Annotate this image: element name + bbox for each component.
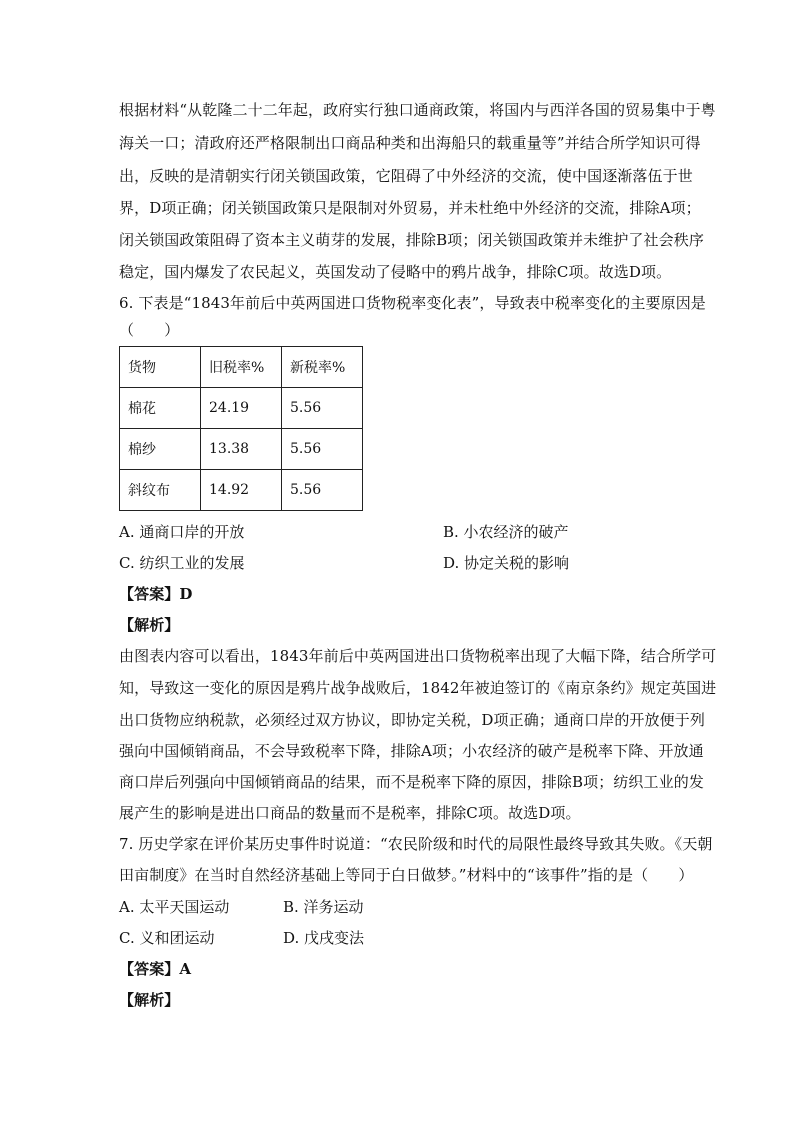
- option-b: B. 洋务运动: [283, 898, 364, 916]
- analysis-label: 【解析】: [119, 991, 180, 1009]
- table-cell: 13.38: [201, 429, 282, 470]
- text-line: 界，D项正确；闭关锁国政策只是限制对外贸易，并未杜绝中外经济的交流，排除A项；: [119, 199, 701, 217]
- table-header-cell: 旧税率%: [201, 347, 282, 388]
- option-a: A. 太平天国运动: [119, 898, 230, 916]
- text-line: 出口货物应纳税款，必须经过双方协议，即协定关税，D项正确；通商口岸的开放便于列: [119, 711, 705, 729]
- tax-rate-table: [119, 346, 363, 511]
- table-header-cell: 货物: [120, 347, 201, 388]
- answer-label: 【答案】A: [119, 960, 192, 978]
- analysis-label: 【解析】: [119, 616, 180, 634]
- table-header-cell: 新税率%: [282, 347, 363, 388]
- table-cell: 14.92: [201, 470, 282, 511]
- answer-label: 【答案】D: [119, 585, 193, 603]
- table-header-row: [120, 347, 363, 388]
- text-line: 根据材料“从乾隆二十二年起，政府实行独口通商政策，将国内与西洋各国的贸易集中于粤: [119, 101, 716, 119]
- text-line: 知，导致这一变化的原因是鸦片战争战败后，1842年被迫签订的《南京条约》规定英国进: [119, 679, 717, 697]
- question-6-stem: 6. 下表是“1843年前后中英两国进口货物税率变化表”，导致表中税率变化的主要原因是: [119, 294, 706, 312]
- option-c: C. 纺织工业的发展: [119, 554, 245, 572]
- option-c: C. 义和团运动: [119, 929, 215, 947]
- text-line: 海关一口；清政府还严格限制出口商品种类和出海船只的载重量等”并结合所学知识可得: [119, 134, 701, 152]
- text-line: 闭关锁国政策阻碍了资本主义萌芽的发展，排除B项；闭关锁国政策并未维护了社会秩序: [119, 231, 704, 249]
- table-cell: 5.56: [282, 388, 363, 429]
- table-cell: 24.19: [201, 388, 282, 429]
- question-6-blank: （ ）: [119, 321, 180, 339]
- table-row: [120, 429, 363, 470]
- table-cell: 棉纱: [120, 429, 201, 470]
- text-line: 强向中国倾销商品，不会导致税率下降，排除A项；小农经济的破产是税率下降、开放通: [119, 742, 704, 760]
- table-row: [120, 470, 363, 511]
- text-line: 稳定，国内爆发了农民起义，英国发动了侵略中的鸦片战争，排除C项。故选D项。: [119, 263, 672, 281]
- text-line: 出，反映的是清朝实行闭关锁国政策，它阻碍了中外经济的交流，使中国逐渐落伍于世: [119, 167, 693, 185]
- table-cell: 斜纹布: [120, 470, 201, 511]
- option-b: B. 小农经济的破产: [443, 523, 569, 541]
- text-line: 由图表内容可以看出，1843年前后中英两国进出口货物税率出现了大幅下降，结合所学可: [119, 647, 717, 665]
- option-d: D. 戊戌变法: [283, 929, 365, 947]
- table-row: [120, 388, 363, 429]
- question-7-stem-cont: 田亩制度》在当时自然经济基础上等同于白日做梦。”材料中的“该事件”指的是（ ）: [119, 866, 694, 884]
- table-cell: 5.56: [282, 429, 363, 470]
- option-d: D. 协定关税的影响: [443, 554, 570, 572]
- table-cell: 5.56: [282, 470, 363, 511]
- text-line: 展产生的影响是进出口商品的数量而不是税率，排除C项。故选D项。: [119, 804, 581, 822]
- option-a: A. 通商口岸的开放: [119, 523, 245, 541]
- question-7-stem: 7. 历史学家在评价某历史事件时说道：“农民阶级和时代的局限性最终导致其失败。《天朝: [119, 835, 713, 853]
- table-cell: 棉花: [120, 388, 201, 429]
- text-line: 商口岸后列强向中国倾销商品的结果，而不是税率下降的原因，排除B项；纺织工业的发: [119, 773, 704, 791]
